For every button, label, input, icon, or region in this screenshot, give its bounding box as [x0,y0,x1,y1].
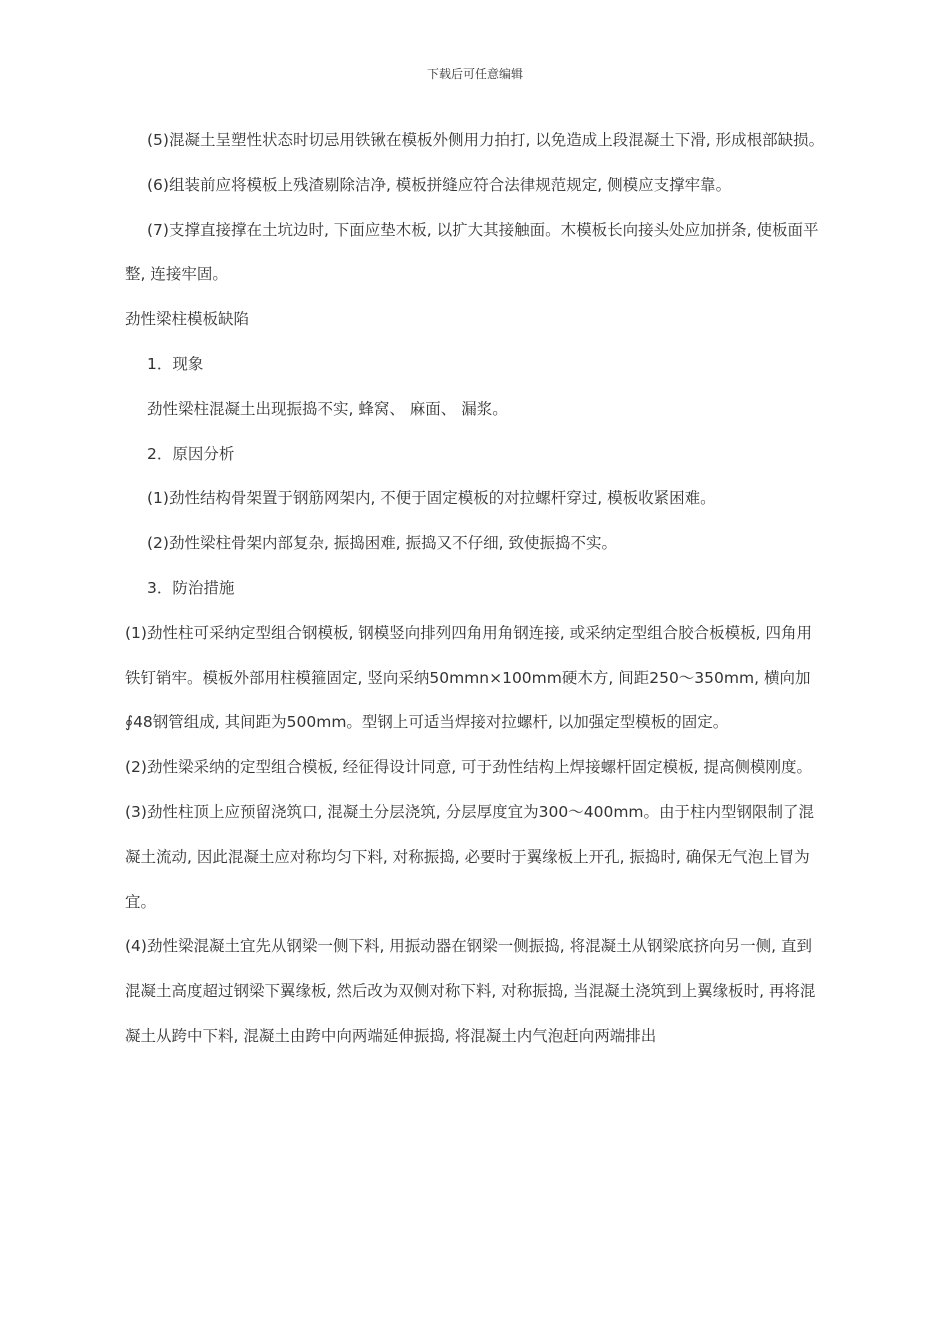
paragraph-7: (7)支撑直接撑在土坑边时, 下面应垫木板, 以扩大其接触面。木模板长向接头处应加拼条, 使板面平整, 连接牢固。 [125,220,819,284]
paragraph-6: (6)组装前应将模板上残渣剔除洁净, 模板拼缝应符合法律规范规定, 侧模应支撑牢靠。 [147,175,732,194]
paragraph-measure-1: (1)劲性柱可采纳定型组合钢模板, 钢模竖向排列四角用角钢连接, 或采纳定型组合胶合板模板, 四角用铁钉销牢。模板外部用柱模箍固定, 竖向采纳50mmn×100mm硬木方, 间距250～350mm, 横向加∮48钢管组成, 其间距为500mm。型钢上可适当焊接对拉螺杆, 以加强定型模板的固定。 [125,623,813,732]
subheading-measures: 3．防治措施 [147,578,235,597]
paragraph-measure-2: (2)劲性梁采纳的定型组合模板, 经征得设计同意, 可于劲性结构上焊接螺杆固定模板, 提高侧模刚度。 [125,758,813,777]
paragraph-measure-3: (3)劲性柱顶上应预留浇筑口, 混凝土分层浇筑, 分层厚度宜为300～400mm。由于柱内型钢限制了混凝土流动, 因此混凝土应对称均匀下料, 对称振捣, 必要时于翼缘板上开孔, 振捣时, 确保无气泡上冒为宜。 [125,802,815,911]
paragraph-measure-4: (4)劲性梁混凝土宜先从钢梁一侧下料, 用振动器在钢梁一侧振捣, 将混凝土从钢梁底挤向另一侧, 直到混凝土高度超过钢梁下翼缘板, 然后改为双侧对称下料, 对称振捣, 当混凝土浇筑到上翼缘板时, 再将混凝土从跨中下料, 混凝土由跨中向两端延伸振捣, 将混凝土内气泡赶向两端排出 [125,937,816,1045]
paragraph-cause-2: (2)劲性梁柱骨架内部复杂, 振捣困难, 振捣又不仔细, 致使振捣不实。 [147,534,618,553]
subheading-phenomenon: 1．现象 [147,354,204,373]
page-header: 下载后可任意编辑 [426,67,523,81]
paragraph-cause-1: (1)劲性结构骨架置于钢筋网架内, 不便于固定模板的对拉螺杆穿过, 模板收紧困难。 [147,489,716,508]
section-heading: 劲性梁柱模板缺陷 [125,310,250,329]
paragraph-5: (5)混凝土呈塑性状态时切忌用铁锹在模板外侧用力拍打, 以免造成上段混凝土下滑, 形成根部缺损。 [147,131,825,149]
document-body [125,118,827,1059]
subheading-cause: 2．原因分析 [147,444,235,463]
paragraph-phenomenon: 劲性梁柱混凝土出现振捣不实, 蜂窝、 麻面、 漏浆。 [147,399,508,418]
